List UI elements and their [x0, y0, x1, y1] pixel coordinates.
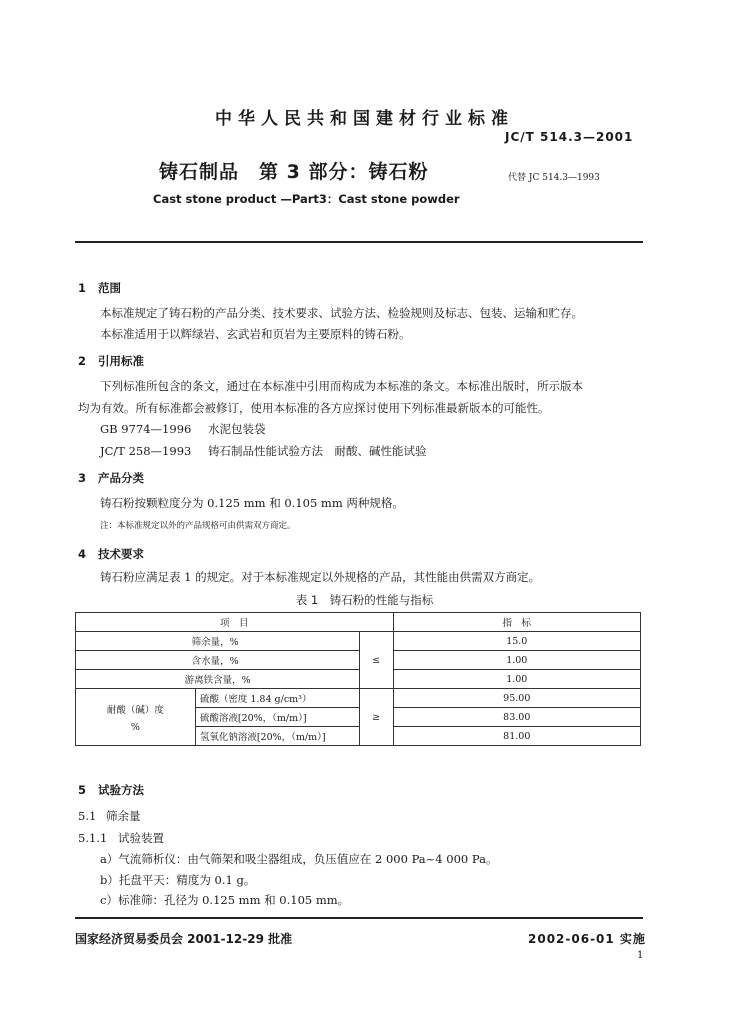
section-3-note: 注：本标准规定以外的产品规格可由供需双方商定。	[100, 521, 296, 531]
row-value: 81.00	[393, 727, 640, 746]
table-row	[76, 670, 641, 689]
row-item: 硫酸（密度 1.84 g/cm³）	[195, 689, 359, 708]
section-3-para: 铸石粉按颗粒度分为 0.125 mm 和 0.105 mm 两种规格。	[100, 496, 404, 510]
table-row	[76, 651, 641, 670]
list-item: a）气流筛析仪：由气筛架和吸尘器组成，负压值应在 2 000 Pa~4 000 Pa。	[100, 852, 498, 866]
acid-resistance-label: 耐酸（碱）度 %	[76, 689, 196, 746]
header-item: 项 目	[76, 613, 394, 632]
header-index: 指 标	[393, 613, 640, 632]
section-1-para-2: 本标准适用于以辉绿岩、玄武岩和页岩为主要原料的铸石粉。	[100, 327, 411, 341]
table-header-row	[76, 613, 641, 632]
section-4-heading: 4 技术要求	[78, 547, 144, 561]
footer-rule	[75, 917, 643, 919]
row-item: 筛余量，%	[76, 632, 360, 651]
operator-ge: ≥	[359, 689, 393, 746]
section-5-1-heading: 5.1 筛余量	[78, 809, 141, 823]
row-item: 硫酸溶液[20%，（m/m）]	[195, 708, 359, 727]
section-3-heading: 3 产品分类	[78, 471, 144, 485]
effective-date: 2002-06-01 实施	[528, 932, 646, 946]
header-rule	[75, 241, 643, 243]
reference-item: GB 9774—1996 水泥包装袋	[100, 422, 266, 436]
reference-item: JC/T 258—1993 铸石制品性能试验方法 耐酸、碱性能试验	[100, 444, 427, 458]
list-item: b）托盘平天：精度为 0.1 g。	[100, 873, 256, 887]
row-item: 含水量，%	[76, 651, 360, 670]
row-value: 83.00	[393, 708, 640, 727]
operator-le: ≤	[359, 632, 393, 689]
replaces-note: 代替 JC 514.3—1993	[508, 173, 600, 183]
section-1-heading: 1 范围	[78, 281, 121, 295]
approval-info: 国家经济贸易委员会 2001-12-29 批准	[75, 932, 293, 946]
section-5-1-1-heading: 5.1.1 试验装置	[78, 831, 164, 845]
row-value: 95.00	[393, 689, 640, 708]
section-1-para-1: 本标准规定了铸石粉的产品分类、技术要求、试验方法、检验规则及标志、包装、运输和贮存。	[100, 306, 583, 320]
table-row	[76, 632, 641, 651]
section-4-para: 铸石粉应满足表 1 的规定。对于本标准规定以外规格的产品，其性能由供需双方商定。	[100, 570, 541, 584]
list-item: c）标准筛：孔径为 0.125 mm 和 0.105 mm。	[100, 893, 350, 907]
document-title-cn: 铸石制品 第 3 部分：铸石粉	[159, 161, 429, 183]
row-value: 1.00	[393, 651, 640, 670]
row-value: 15.0	[393, 632, 640, 651]
table-row	[76, 689, 641, 708]
page-number: 1	[637, 950, 644, 961]
standard-type: 中华人民共和国建材行业标准	[215, 109, 514, 129]
standard-code: JC/T 514.3—2001	[505, 130, 634, 144]
row-value: 1.00	[393, 670, 640, 689]
row-item: 游离铁含量，%	[76, 670, 360, 689]
section-5-heading: 5 试验方法	[78, 783, 144, 797]
section-2-para-line-1: 下列标准所包含的条文，通过在本标准中引用而构成为本标准的条文。本标准出版时，所示版本	[100, 379, 583, 393]
table-caption: 表 1 铸石粉的性能与指标	[295, 593, 434, 607]
row-item: 氢氧化钠溶液[20%，（m/m）]	[195, 727, 359, 746]
section-2-para-line-2: 均为有效。所有标准都会被修订，使用本标准的各方应探讨使用下列标准最新版本的可能性。	[78, 401, 550, 415]
performance-table	[75, 612, 641, 746]
section-2-heading: 2 引用标准	[78, 354, 144, 368]
document-title-en: Cast stone product —Part3：Cast stone powder	[153, 192, 460, 206]
